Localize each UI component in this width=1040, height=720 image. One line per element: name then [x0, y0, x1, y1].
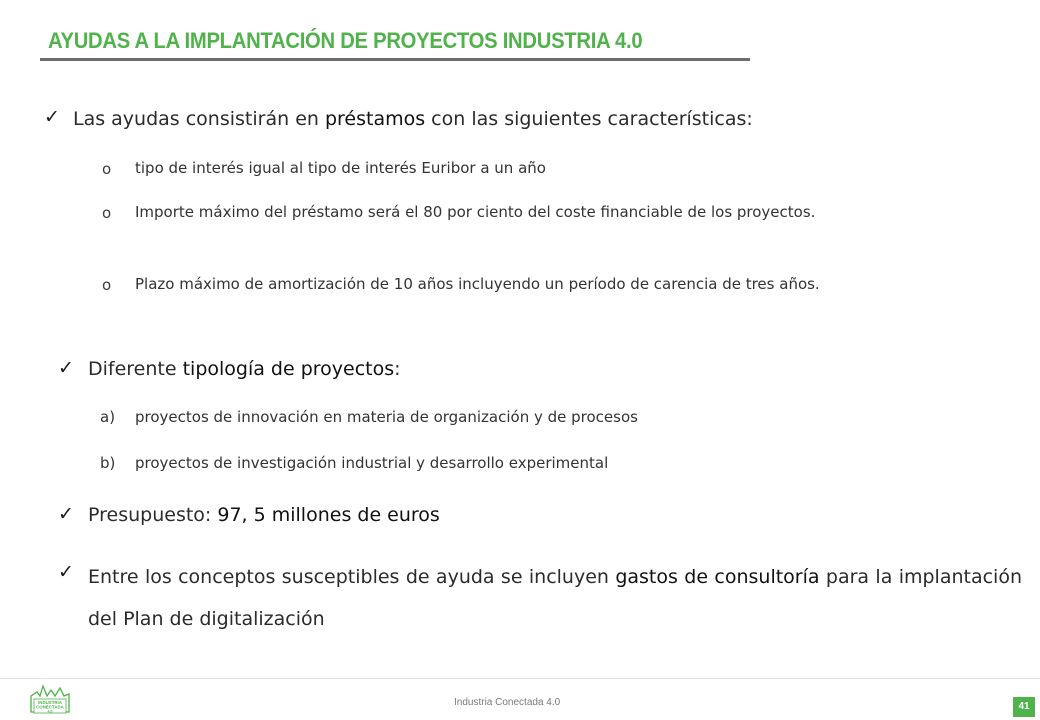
list-label-b: b)	[100, 454, 116, 472]
section2-text	[88, 352, 401, 386]
section4-keyword: gastos de consultoría	[615, 566, 820, 588]
section3-text	[88, 498, 440, 532]
section1-item-1: tipo de interés igual al tipo de interés Euribor a un año	[135, 159, 546, 177]
section1-item-3: Plazo máximo de amortización de 10 años incluyendo un período de carencia de tres años.	[135, 275, 820, 293]
section1-post: con las siguientes características:	[425, 108, 753, 130]
section1-text	[73, 102, 753, 136]
section2-post: :	[394, 358, 401, 380]
section3-pre: Presupuesto:	[88, 504, 218, 526]
page-title: AYUDAS A LA IMPLANTACIÓN DE PROYECTOS INDUSTRIA 4.0	[48, 28, 643, 53]
logo-line-2: CONECTADA	[36, 704, 64, 710]
section4-text	[88, 556, 1022, 640]
section2-item-a: proyectos de innovación en materia de organización y de procesos	[135, 408, 638, 426]
circle-bullet-icon: o	[102, 160, 112, 178]
section2-pre: Diferente	[88, 358, 183, 380]
circle-bullet-icon: o	[102, 276, 112, 294]
list-label-a: a)	[100, 408, 116, 426]
section1-keyword: préstamos	[324, 108, 426, 130]
industria-conectada-logo	[28, 682, 72, 716]
section4-post: para la implantación del Plan de digitalización	[88, 566, 1023, 630]
check-icon: ✓	[58, 561, 74, 583]
check-icon: ✓	[58, 357, 74, 379]
check-icon: ✓	[58, 503, 74, 525]
footer-text: Industria Conectada 4.0	[454, 697, 561, 708]
circle-bullet-icon: o	[102, 204, 112, 222]
section2-keyword: tipología de proyectos	[182, 358, 395, 380]
footer-divider	[0, 678, 1040, 679]
section1-item-2: Importe máximo del préstamo será el 80 por ciento del coste financiable de los proyectos.	[135, 203, 816, 221]
title-underline	[40, 58, 750, 61]
section4-pre: Entre los conceptos susceptibles de ayuda se incluyen	[88, 566, 616, 588]
logo-line-1: INDUSTRIA	[38, 700, 62, 705]
section3-keyword: 97, 5 millones de euros	[217, 504, 440, 526]
section2-item-b: proyectos de investigación industrial y desarrollo experimental	[135, 454, 609, 472]
page-number: 41	[1013, 697, 1035, 717]
check-icon: ✓	[44, 106, 60, 128]
logo-line-3: 4.0	[47, 709, 53, 714]
section1-pre: Las ayudas consistirán en	[73, 108, 325, 130]
